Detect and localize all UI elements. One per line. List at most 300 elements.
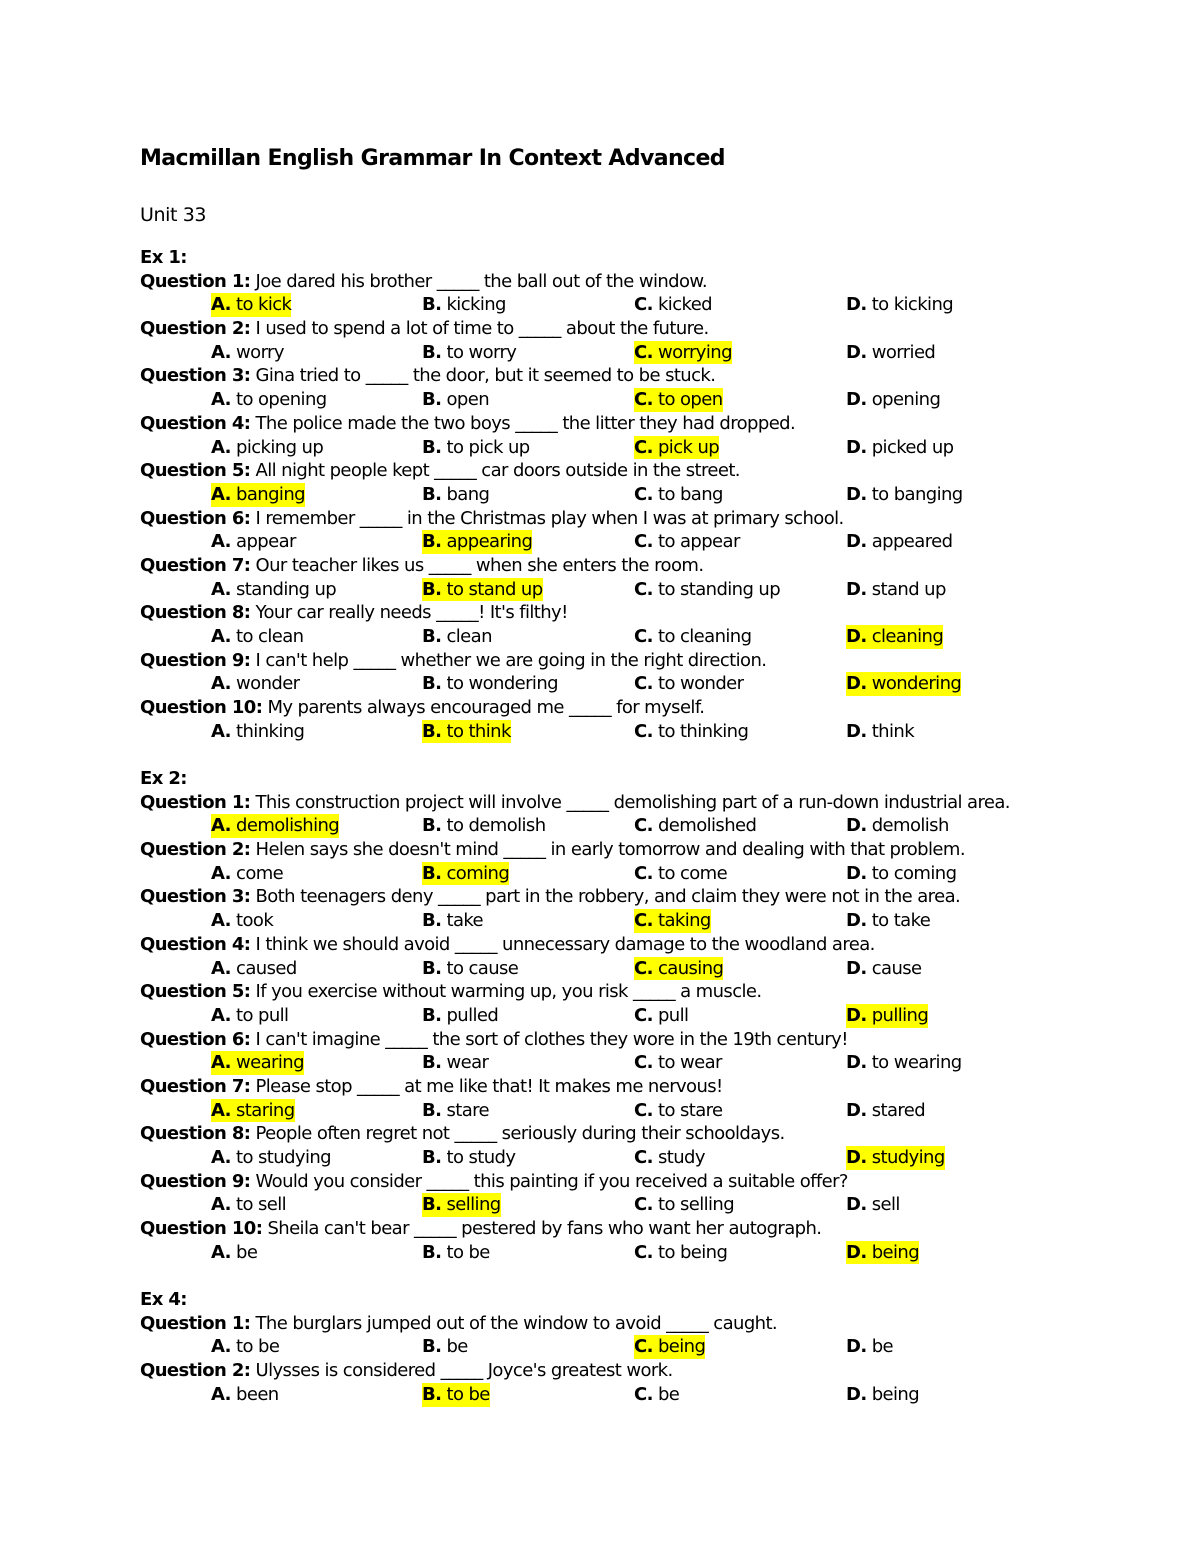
answer-option[interactable] (634, 1051, 722, 1075)
answer-option-correct[interactable] (211, 1051, 304, 1075)
answer-option-correct[interactable] (422, 720, 511, 744)
option-text: wondering (871, 673, 962, 695)
option-letter: C. (634, 1052, 653, 1074)
answer-option[interactable] (211, 909, 273, 933)
answer-option[interactable] (211, 1383, 279, 1407)
option-letter: D. (846, 531, 867, 553)
answer-options (140, 1099, 1160, 1123)
answer-option[interactable] (846, 578, 946, 602)
answer-option[interactable] (211, 672, 299, 696)
answer-option[interactable] (422, 672, 558, 696)
answer-option[interactable] (422, 1241, 490, 1265)
option-text: to wearing (871, 1052, 962, 1074)
question-text: This construction project will involve _____ demolishing part of a run-down industrial area. (255, 791, 1010, 813)
option-text: to wondering (446, 673, 558, 695)
option-text: to opening (236, 389, 327, 411)
answer-option-correct[interactable] (634, 909, 711, 933)
answer-option[interactable] (422, 483, 489, 507)
option-text: stared (871, 1099, 926, 1121)
answer-option[interactable] (846, 388, 940, 412)
option-text: wearing (236, 1052, 304, 1074)
answer-option[interactable] (211, 341, 284, 365)
question-label: Question 9: (140, 649, 251, 671)
option-letter: C. (634, 673, 653, 695)
question-label: Question 1: (140, 791, 251, 813)
option-letter: C. (634, 1194, 653, 1216)
option-letter: A. (211, 1147, 231, 1169)
option-letter: D. (846, 1194, 867, 1216)
answer-option[interactable] (211, 1241, 257, 1265)
option-letter: A. (211, 720, 231, 742)
option-letter: A. (211, 673, 231, 695)
question-label: Question 5: (140, 981, 251, 1003)
option-letter: D. (846, 1147, 867, 1169)
exercise-section (140, 1288, 1160, 1406)
option-text: to pull (236, 1004, 289, 1026)
document-content (140, 142, 1160, 1430)
option-letter: D. (846, 862, 867, 884)
option-text: to stand up (446, 578, 543, 600)
option-letter: A. (211, 1336, 231, 1358)
document-title: Macmillan English Grammar In Context Advanced (140, 146, 725, 171)
answer-option[interactable] (846, 1335, 893, 1359)
option-text: think (871, 720, 915, 742)
option-text: to wonder (657, 673, 744, 695)
question-label: Question 4: (140, 412, 251, 434)
exercise-label: Ex 1: (140, 247, 187, 268)
option-text: appearing (446, 531, 533, 553)
answer-option[interactable] (846, 1383, 919, 1407)
option-letter: C. (634, 626, 653, 647)
answer-option[interactable] (211, 388, 327, 412)
question-text: I used to spend a lot of time to _____ about the future. (255, 318, 709, 340)
answer-option-correct[interactable] (634, 388, 723, 412)
option-letter: A. (211, 1099, 231, 1121)
answer-options (140, 483, 1160, 507)
option-text: to banging (871, 483, 963, 505)
question-text: Gina tried to _____ the door, but it seemed to be stuck. (255, 365, 716, 387)
answer-option[interactable] (846, 293, 953, 317)
option-letter: C. (634, 1147, 653, 1169)
option-letter: B. (422, 436, 442, 458)
question-text: Sheila can't bear _____ pestered by fans who want her autograph. (267, 1218, 822, 1240)
option-letter: C. (634, 578, 653, 600)
answer-options (140, 578, 1160, 602)
option-text: to coming (871, 862, 957, 884)
answer-option[interactable] (211, 957, 297, 981)
answer-option[interactable] (211, 1146, 331, 1170)
option-letter: B. (422, 389, 442, 411)
answer-option[interactable] (634, 1146, 705, 1170)
option-text: to open (657, 389, 723, 411)
answer-option-correct[interactable] (634, 436, 719, 460)
option-letter: B. (422, 862, 442, 884)
option-letter: C. (634, 1099, 653, 1121)
answer-option[interactable] (846, 1193, 900, 1217)
answer-option[interactable] (422, 293, 506, 317)
answer-option-correct[interactable] (634, 341, 732, 365)
option-letter: C. (634, 1383, 653, 1405)
answer-option[interactable] (422, 909, 483, 933)
question-text: If you exercise without warming up, you risk _____ a muscle. (255, 981, 762, 1003)
option-letter: C. (634, 720, 653, 742)
option-text: taking (657, 910, 711, 932)
question-label: Question 3: (140, 886, 251, 908)
answer-option[interactable] (211, 530, 296, 554)
option-letter: D. (846, 294, 867, 316)
answer-option-correct[interactable] (846, 1146, 945, 1170)
question-line (140, 885, 1160, 909)
question-line (140, 791, 1160, 815)
option-text: coming (446, 862, 510, 884)
option-letter: D. (846, 436, 867, 458)
option-letter: C. (634, 294, 653, 316)
answer-option[interactable] (634, 1004, 688, 1028)
answer-option[interactable] (846, 720, 914, 744)
answer-option[interactable] (846, 909, 930, 933)
option-letter: A. (211, 578, 231, 600)
option-letter: B. (422, 1052, 442, 1074)
answer-options (140, 720, 1160, 744)
option-text: clean (446, 626, 492, 647)
option-text: to kicking (871, 294, 954, 316)
question-text: Please stop _____ at me like that! It makes me nervous! (255, 1075, 723, 1097)
option-text: worried (871, 341, 936, 363)
option-letter: D. (846, 483, 867, 505)
answer-option[interactable] (634, 1099, 723, 1123)
question-line (140, 1312, 1160, 1336)
option-text: cleaning (871, 626, 944, 647)
answer-option-correct[interactable] (422, 1193, 501, 1217)
option-letter: A. (211, 341, 231, 363)
option-letter: D. (846, 626, 867, 647)
answer-option[interactable] (211, 625, 303, 649)
answer-option[interactable] (211, 1335, 279, 1359)
question-line (140, 980, 1160, 1004)
exercise-list (140, 246, 1160, 1407)
answer-option[interactable] (422, 1051, 488, 1075)
option-text: to cleaning (657, 626, 752, 647)
answer-options (140, 1335, 1160, 1359)
option-letter: C. (634, 483, 653, 505)
option-text: took (236, 910, 274, 932)
answer-option[interactable] (211, 436, 323, 460)
option-letter: B. (422, 626, 442, 647)
answer-option[interactable] (422, 957, 518, 981)
answer-option[interactable] (634, 814, 756, 838)
answer-option[interactable] (211, 1004, 288, 1028)
answer-option-correct[interactable] (846, 625, 943, 649)
answer-option-correct[interactable] (422, 578, 543, 602)
answer-option[interactable] (846, 341, 935, 365)
option-letter: D. (846, 720, 867, 742)
answer-options (140, 1051, 1160, 1075)
exercise-section (140, 767, 1160, 1264)
answer-options (140, 672, 1160, 696)
option-letter: C. (634, 1241, 653, 1263)
answer-option[interactable] (634, 530, 740, 554)
question-text: Our teacher likes us _____ when she enters the room. (255, 554, 704, 576)
question-label: Question 7: (140, 554, 251, 576)
option-text: to thinking (657, 720, 749, 742)
option-letter: D. (846, 1241, 867, 1263)
option-letter: A. (211, 862, 231, 884)
option-letter: B. (422, 531, 442, 553)
option-text: take (446, 910, 484, 932)
answer-option[interactable] (422, 1335, 468, 1359)
answer-options (140, 1193, 1160, 1217)
option-text: be (446, 1336, 468, 1358)
question-line (140, 696, 1160, 720)
option-letter: D. (846, 1336, 867, 1358)
option-text: cause (871, 957, 922, 979)
option-text: being (657, 1336, 706, 1358)
answer-option-correct[interactable] (634, 957, 723, 981)
unit-heading: Unit 33 (140, 204, 207, 226)
option-text: pick up (657, 436, 720, 458)
answer-options (140, 436, 1160, 460)
option-text: standing up (236, 578, 337, 600)
question-text: I can't imagine _____ the sort of clothes they wore in the 19th century! (255, 1028, 848, 1050)
option-text: kicking (446, 294, 506, 316)
question-text: People often regret not _____ seriously during their schooldays. (255, 1123, 785, 1145)
question-line (140, 1359, 1160, 1383)
question-line (140, 1075, 1160, 1099)
answer-options (140, 814, 1160, 838)
option-text: to pick up (446, 436, 530, 458)
option-text: causing (657, 957, 724, 979)
option-text: staring (236, 1099, 295, 1121)
question-label: Question 3: (140, 365, 251, 387)
option-letter: B. (422, 341, 442, 363)
option-text: to study (446, 1147, 516, 1169)
option-text: to stare (657, 1099, 723, 1121)
question-label: Question 10: (140, 1218, 263, 1240)
answer-option[interactable] (634, 720, 748, 744)
option-letter: D. (846, 910, 867, 932)
option-letter: A. (211, 436, 231, 458)
answer-option[interactable] (211, 578, 336, 602)
option-letter: C. (634, 341, 653, 363)
question-label: Question 1: (140, 270, 251, 292)
option-letter: B. (422, 294, 442, 316)
option-text: wonder (236, 673, 300, 695)
answer-option[interactable] (422, 341, 516, 365)
option-letter: D. (846, 1052, 867, 1074)
answer-option-correct[interactable] (634, 1335, 705, 1359)
answer-option-correct[interactable] (211, 814, 339, 838)
option-letter: C. (634, 1336, 653, 1358)
option-letter: B. (422, 1099, 442, 1121)
option-text: come (236, 862, 284, 884)
option-letter: B. (422, 483, 442, 505)
question-line (140, 412, 1160, 436)
answer-option[interactable] (211, 862, 283, 886)
option-text: to studying (236, 1147, 331, 1169)
answer-option[interactable] (422, 814, 546, 838)
option-text: kicked (657, 294, 712, 316)
answer-option[interactable] (422, 625, 492, 649)
option-text: to be (446, 1241, 490, 1263)
question-line (140, 933, 1160, 957)
answer-options (140, 388, 1160, 412)
question-label: Question 8: (140, 1123, 251, 1145)
answer-option[interactable] (846, 530, 952, 554)
option-text: to being (657, 1241, 728, 1263)
answer-option-correct[interactable] (211, 1099, 295, 1123)
answer-option-correct[interactable] (422, 1383, 490, 1407)
option-letter: C. (634, 862, 653, 884)
answer-option[interactable] (634, 672, 743, 696)
question-label: Question 5: (140, 460, 251, 482)
option-letter: B. (422, 1383, 442, 1405)
answer-option-correct[interactable] (846, 1241, 919, 1265)
option-text: sell (871, 1194, 900, 1216)
exercise-label: Ex 2: (140, 768, 187, 790)
question-text: I can't help _____ whether we are going in the right direction. (255, 649, 767, 671)
answer-options (140, 1241, 1160, 1265)
question-line (140, 1122, 1160, 1146)
answer-option-correct[interactable] (846, 1004, 928, 1028)
answer-option[interactable] (634, 862, 727, 886)
question-text: I think we should avoid _____ unnecessary damage to the woodland area. (255, 933, 875, 955)
answer-option[interactable] (422, 1004, 498, 1028)
option-text: study (657, 1147, 705, 1169)
option-letter: D. (846, 815, 867, 837)
question-line (140, 507, 1160, 531)
question-line (140, 649, 1160, 673)
option-letter: A. (211, 1383, 231, 1405)
answer-option[interactable] (846, 1051, 962, 1075)
answer-option-correct[interactable] (422, 862, 509, 886)
option-text: been (236, 1383, 279, 1405)
answer-option-correct[interactable] (422, 530, 532, 554)
exercise-label: Ex 4: (140, 1289, 187, 1311)
option-text: to cause (446, 957, 519, 979)
answer-options (140, 957, 1160, 981)
option-letter: A. (211, 1004, 231, 1026)
option-letter: B. (422, 578, 442, 600)
option-letter: A. (211, 626, 231, 647)
answer-option[interactable] (846, 814, 949, 838)
option-letter: B. (422, 1194, 442, 1216)
option-text: opening (871, 389, 941, 411)
option-letter: A. (211, 815, 231, 837)
question-label: Question 6: (140, 1028, 251, 1050)
question-line (140, 1170, 1160, 1194)
option-letter: A. (211, 1052, 231, 1074)
option-text: to wear (657, 1052, 722, 1074)
option-text: demolishing (236, 815, 340, 837)
option-letter: A. (211, 531, 231, 553)
option-text: pulling (871, 1004, 929, 1026)
question-label: Question 1: (140, 1312, 251, 1334)
answer-option[interactable] (422, 1146, 515, 1170)
option-letter: D. (846, 389, 867, 411)
option-text: to take (871, 910, 931, 932)
question-text: Joe dared his brother _____ the ball out of the window. (255, 270, 707, 292)
option-letter: B. (422, 815, 442, 837)
question-line (140, 317, 1160, 341)
question-label: Question 7: (140, 1075, 251, 1097)
answer-option[interactable] (634, 1241, 727, 1265)
option-text: demolish (871, 815, 949, 837)
option-text: to come (657, 862, 728, 884)
answer-option[interactable] (634, 1383, 679, 1407)
answer-option[interactable] (211, 1193, 286, 1217)
option-text: to kick (236, 294, 292, 316)
option-letter: B. (422, 910, 442, 932)
option-text: pulled (446, 1004, 499, 1026)
answer-options (140, 530, 1160, 554)
answer-option[interactable] (634, 625, 751, 649)
option-text: caused (236, 957, 297, 979)
question-text: All night people kept _____ car doors outside in the street. (255, 460, 740, 482)
option-letter: D. (846, 578, 867, 600)
answer-options (140, 1146, 1160, 1170)
answer-option[interactable] (846, 436, 953, 460)
question-label: Question 2: (140, 318, 251, 340)
answer-option[interactable] (422, 388, 489, 412)
question-label: Question 6: (140, 507, 251, 529)
option-letter: D. (846, 957, 867, 979)
option-letter: A. (211, 957, 231, 979)
answer-option-correct[interactable] (211, 483, 305, 507)
option-letter: D. (846, 1099, 867, 1121)
answer-option[interactable] (846, 1099, 925, 1123)
question-label: Question 4: (140, 933, 251, 955)
option-text: to worry (446, 341, 517, 363)
option-text: to sell (236, 1194, 287, 1216)
option-text: open (446, 389, 490, 411)
answer-option[interactable] (634, 483, 723, 507)
answer-option[interactable] (634, 1193, 734, 1217)
question-line (140, 1028, 1160, 1052)
answer-option-correct[interactable] (846, 672, 961, 696)
answer-option[interactable] (846, 957, 922, 981)
answer-options (140, 1004, 1160, 1028)
question-label: Question 2: (140, 1360, 251, 1382)
option-letter: A. (211, 910, 231, 932)
option-text: appear (236, 531, 296, 553)
answer-option[interactable] (422, 436, 530, 460)
option-text: worrying (657, 341, 732, 363)
option-text: be (871, 1336, 894, 1358)
option-text: be (657, 1383, 680, 1405)
option-letter: A. (211, 294, 231, 316)
option-letter: A. (211, 483, 231, 505)
answer-option[interactable] (634, 293, 712, 317)
option-text: worry (236, 341, 284, 363)
option-letter: A. (211, 1194, 231, 1216)
option-text: to be (446, 1383, 490, 1405)
option-text: being (871, 1241, 920, 1263)
answer-option[interactable] (211, 720, 304, 744)
answer-options (140, 341, 1160, 365)
answer-option[interactable] (422, 1099, 489, 1123)
question-label: Question 8: (140, 602, 251, 624)
option-text: thinking (236, 720, 305, 742)
option-text: wear (446, 1052, 489, 1074)
option-letter: C. (634, 815, 653, 837)
question-text: Ulysses is considered _____ Joyce's greatest work. (255, 1360, 673, 1382)
answer-option[interactable] (846, 483, 963, 507)
option-letter: A. (211, 389, 231, 411)
option-text: studying (871, 1147, 945, 1169)
answer-option[interactable] (846, 862, 956, 886)
answer-option-correct[interactable] (211, 293, 291, 317)
answer-option[interactable] (634, 578, 780, 602)
